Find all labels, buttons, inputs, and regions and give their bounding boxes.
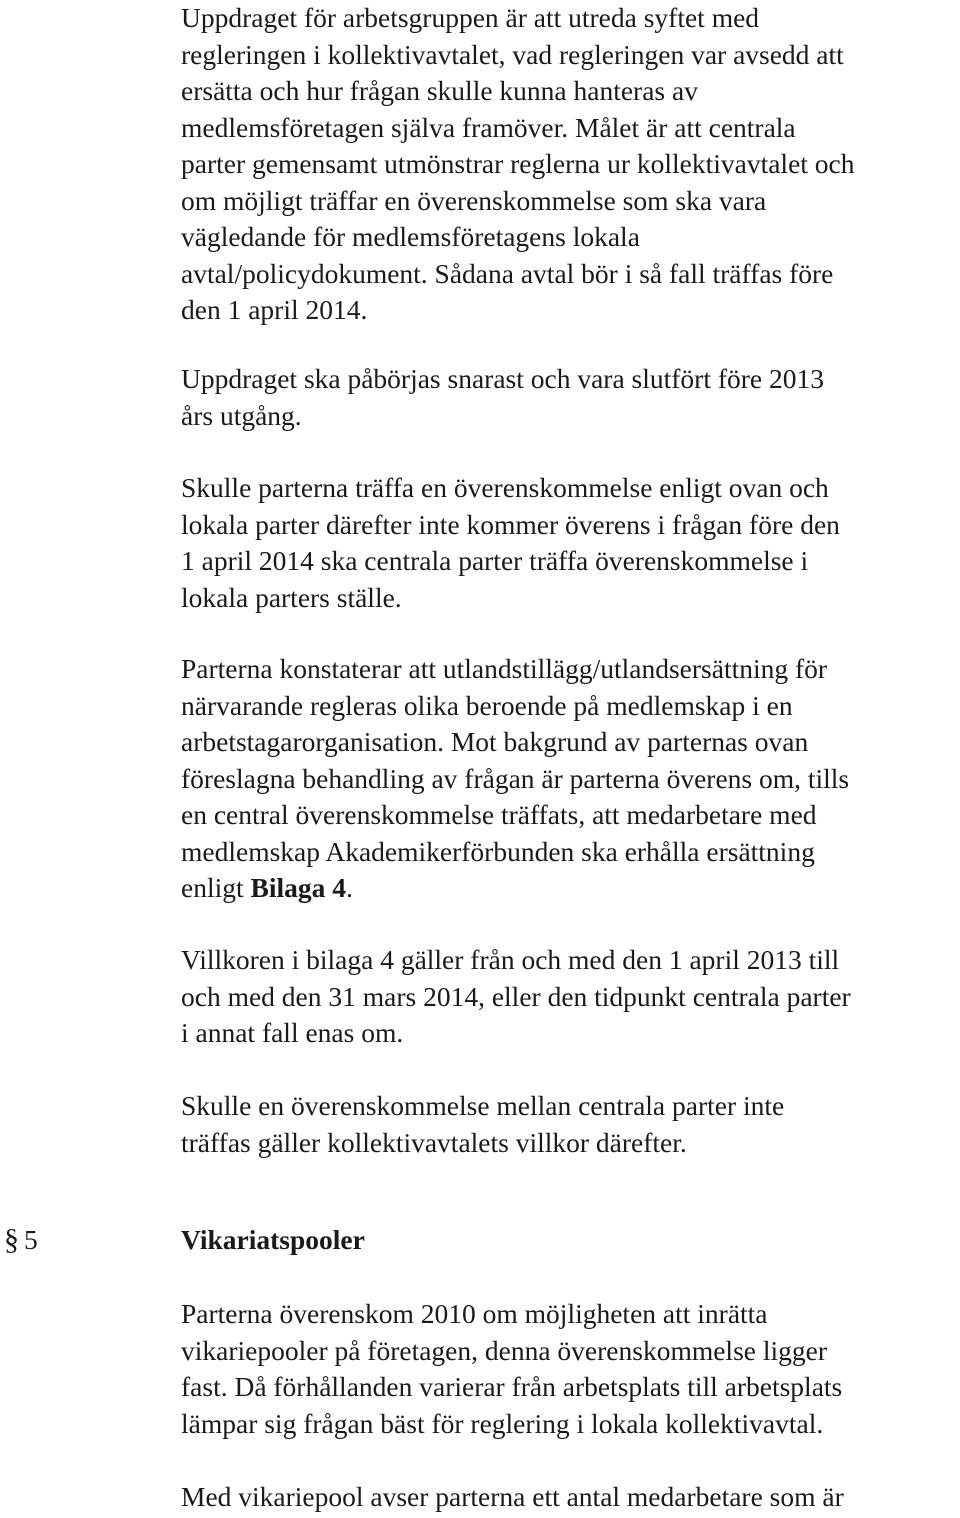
- text-line: och med den 31 mars 2014, eller den tidpunkt centrala parter: [181, 980, 851, 1012]
- paragraph-substitute-pools-agreement: [181, 1296, 953, 1442]
- text-line: Parterna överenskom 2010 om möjligheten att inrätta: [181, 1298, 768, 1329]
- appendix-reference: Bilaga 4: [250, 872, 347, 903]
- text-line: i annat fall enas om.: [181, 1017, 404, 1048]
- text-line: Med vikariepool avser parterna ett antal medarbetare som är: [181, 1481, 844, 1512]
- paragraph-local-parties-fallback: [181, 470, 953, 616]
- text-line: en central överenskommelse träffats, att medarbetare med: [181, 799, 817, 830]
- section-title: Vikariatspooler: [181, 1224, 365, 1255]
- text-line: lokala parter därefter inte kommer överens i frågan före den: [181, 508, 840, 540]
- text-line: lämpar sig frågan bäst för reglering i lokala kollektivavtal.: [181, 1407, 824, 1439]
- text-line: regleringen i kollektivavtalet, vad regleringen var avsedd att: [181, 38, 844, 70]
- text-line: om möjligt träffar en överenskommelse som ska vara: [181, 184, 767, 216]
- paragraph-substitute-pool-definition: [181, 1479, 953, 1516]
- text-line: den 1 april 2014.: [181, 294, 368, 325]
- text-line: lokala parters ställe.: [181, 581, 402, 613]
- text-line: [181, 870, 953, 907]
- text-fragment: enligt: [181, 872, 251, 903]
- paragraph-validity-period: [181, 942, 953, 1052]
- text-line: vikariepooler på företagen, denna överenskommelse ligger: [181, 1334, 827, 1366]
- text-line: 1 april 2014 ska centrala parter träffa överenskommelse i: [181, 545, 809, 576]
- text-line: Villkoren i bilaga 4 gäller från och med den 1 april 2013 till: [181, 944, 840, 975]
- text-line: arbetstagarorganisation. Mot bakgrund av parternas ovan: [181, 726, 809, 757]
- paragraph-no-agreement: [181, 1088, 953, 1161]
- text-line: Uppdraget ska påbörjas snarast och vara slutfört före 2013: [181, 363, 824, 394]
- text-line: Skulle parterna träffa en överenskommelse enligt ovan och: [181, 472, 829, 503]
- text-fragment: .: [346, 872, 353, 903]
- paragraph-assignment-deadline: [181, 361, 953, 434]
- text-line: avtal/policydokument. Sådana avtal bör i så fall träffas före: [181, 257, 834, 289]
- text-line: Uppdraget för arbetsgruppen är att utreda syftet med: [181, 2, 760, 33]
- text-line: vägledande för medlemsföretagens lokala: [181, 221, 640, 252]
- text-line: Skulle en överenskommelse mellan centrala parter inte: [181, 1090, 785, 1121]
- text-line: träffas gäller kollektivavtalets villkor därefter.: [181, 1126, 687, 1158]
- text-line: medlemskap Akademikerförbunden ska erhålla ersättning: [181, 835, 815, 867]
- text-line: medlemsföretagen själva framöver. Målet är att centrala: [181, 111, 796, 143]
- text-line: parter gemensamt utmönstrar reglerna ur kollektivavtalet och: [181, 148, 855, 179]
- paragraph-foreign-allowance: [181, 651, 953, 907]
- text-line: föreslagna behandling av frågan är parterna överens om, tills: [181, 762, 850, 794]
- text-line: års utgång.: [181, 399, 302, 431]
- paragraph-working-group-assignment: [181, 0, 953, 329]
- text-line: närvarande regleras olika beroende på medlemskap i en: [181, 689, 793, 721]
- section-sign: §: [4, 1223, 19, 1256]
- text-line: ersätta och hur frågan skulle kunna hanteras av: [181, 75, 698, 106]
- section-number: 5: [24, 1224, 38, 1255]
- text-line: Parterna konstaterar att utlandstillägg/utlandsersättning för: [181, 653, 828, 684]
- text-line: fast. Då förhållanden varierar från arbetsplats till arbetsplats: [181, 1371, 843, 1402]
- section-heading: [0, 1220, 960, 1260]
